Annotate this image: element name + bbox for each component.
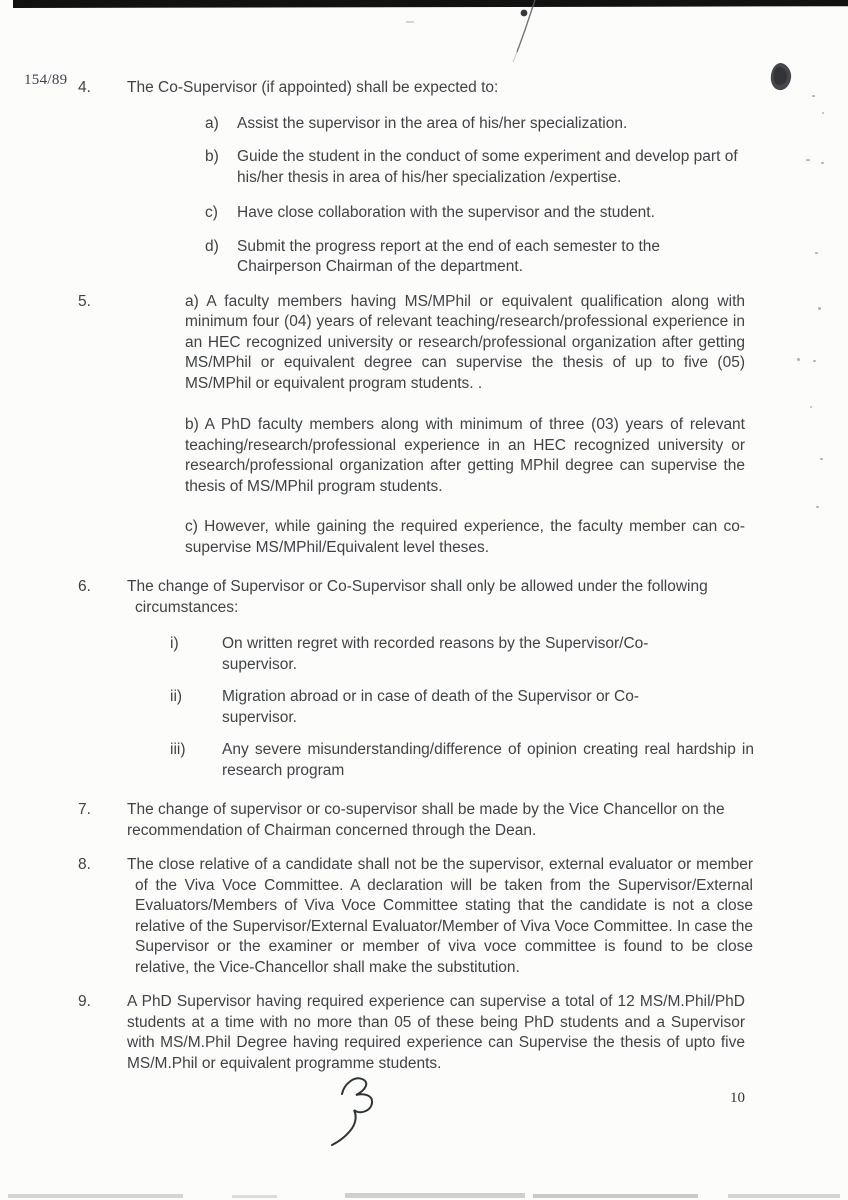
item-text: A PhD Supervisor having required experience can supervise a total of 12 MS/M.Phil/PhD students at a time with no more than 05 of these being PhD students and a Supervisor with MS/M.Phil Degree having required experience can Supervise the thesis of upto five MS/M.Phil or equivalent programme students. [127,993,745,1072]
signature-mark [312,1066,402,1151]
item-intro: The Co-Supervisor (if appointed) shall be expected to: [127,79,499,96]
list-item-text: Any severe misunderstanding/difference of opinion creating real hardship in research program [222,741,754,779]
scan-edge-smudge [8,1194,183,1198]
scan-edge-smudge [728,1194,840,1198]
rule-item-4 [0,78,848,278]
page-number: 10 [730,1090,745,1106]
rule-item-6 [0,577,848,781]
list-marker: a) [205,114,219,132]
item-text: The close relative of a candidate shall not be the supervisor, external evaluator or member of the Viva Voce Committee. A declaration will be taken from the Supervisor/External Evaluators/Members of Viva Voce Committee stating that the candidate is not a close relative of the Supervisor/External Evaluator/Member of Viva Voce Committee. In case the Supervisor or the examiner or member of viva voce committee is found to be close relative, the Vice-Chancellor shall make the substitution. [127,856,753,976]
list-marker: ii) [170,688,183,705]
list-marker: i) [170,635,179,652]
list-item-text: Guide the student in the conduct of some experiment and develop part of his/her thesis in area of his/her specialization /expertise. [237,148,738,186]
list-item [170,687,848,728]
rule-item-8 [0,855,848,978]
list-item-text: Have close collaboration with the supervisor and the student. [237,204,655,221]
scan-edge-bar-top [13,0,848,8]
item-number: 7. [78,801,91,818]
file-number-stamp: 154/89 [24,72,68,88]
scan-speckle [406,21,414,23]
list-item-text: Assist the supervisor in the area of his/her specialization. [237,114,628,132]
list-marker: b) [205,148,219,165]
list-item-text: Submit the progress report at the end of each semester to the Chairperson Chairman of the department. [237,237,661,275]
scan-edge-smudge [345,1193,525,1198]
rule-item-7 [0,800,848,841]
paragraph: b) A PhD faculty members along with minimum of three (03) years of relevant teaching/research/professional experience in an HEC recognized university or research/professional organization after getting MPhil degree can supervise the thesis of MS/MPhil program students. [185,416,745,495]
list-item-text: On written regret with recorded reasons by the Supervisor/Co-supervisor. [222,635,649,673]
pen-stroke-mark [495,0,555,70]
rule-item-9 [0,992,848,1074]
list-marker: iii) [170,741,186,758]
rule-item-5 [0,292,848,559]
item-number: 8. [78,856,91,873]
item-number: 5. [78,292,91,310]
item-number: 6. [78,578,91,595]
item-intro: The change of Supervisor or Co-Supervisor shall only be allowed under the following circumstances: [127,578,708,616]
item-number: 9. [78,993,91,1010]
scan-edge-smudge [232,1195,277,1198]
paragraph: c) However, while gaining the required experience, the faculty member can co-supervise MS/MPhil/Equivalent level theses. [185,518,745,556]
list-item [205,237,848,278]
list-item [205,203,848,224]
paragraph: a) A faculty members having MS/MPhil or equivalent qualification along with minimum four (04) years of relevant teaching/research/professional experience in an HEC recognized university or research/professional organization after getting MS/MPhil or equivalent degree can supervise the thesis of up to five (05) MS/MPhil or equivalent program students. . [185,292,745,392]
scan-edge-smudge [533,1194,698,1198]
list-marker: d) [205,237,219,255]
list-item [205,114,848,135]
item-text: The change of supervisor or co-supervisor shall be made by the Vice Chancellor on the recommendation of Chairman concerned through the Dean. [127,801,725,839]
list-marker: c) [205,204,218,221]
list-item [205,147,848,188]
list-item [170,740,848,781]
document-body [0,78,848,1074]
list-item [170,634,848,675]
list-item-text: Migration abroad or in case of death of the Supervisor or Co-supervisor. [222,688,640,726]
item-number: 4. [78,79,91,96]
